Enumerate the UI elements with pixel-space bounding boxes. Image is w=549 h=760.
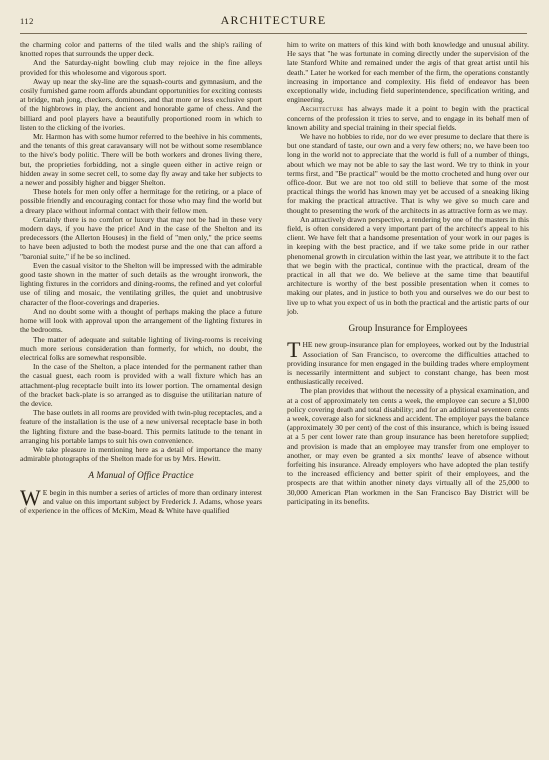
paragraph: The matter of adequate and suitable lighting of living-rooms is receiving much more serious consideration than formerly, for which, no doubt, the electrical folks are somewhat responsible. <box>20 334 262 362</box>
paragraph: These hotels for men only offer a hermitage for the retiring, or a place of possible friendly and encouraging contact for those who may find the world but a dreary place without informal contact with their fellow men. <box>20 187 262 215</box>
section-title-group-insurance: Group Insurance for Employees <box>348 324 468 335</box>
smallcaps-lead: Architecture <box>300 104 344 114</box>
paragraph: Away up near the sky-line are the squash-courts and gymnasium, and the cosily furnished game room affords abundant opportunities for exciting contests at bridge, mah jong, checkers, dominoes, and that more or less exclusive sport of the highbrows in play, the ancient and honorable game of chess. And the billiard and pool players have a beautifully proportioned room in which to listen to the clicking of the ivories. <box>20 76 262 132</box>
paragraph: The plan provides that without the necessity of a physical examination, and at a cost of approximately ten cents a week, the employee can secure a $1,000 policy covering death and total disability; and for an additional seventeen cents a week, coverage also for sickness and accident. The employer pays the balance (approximately 30 per cent) of the cost of this insurance, which is being issued at a 5 per cent lower rate than group insurance has been heretofore supplied; and provision is made that an employee may transfer from one employer to another, or may even be granted a six months' leave of absence without forfeiting his insurance. Already employers who have adopted the plan testify to the increased efficiency and better spirit of their employees, and the prospects are that within another ninety days virtually all of the 25,000 to 30,000 American Plan workmen in the San Francisco Bay District will be participating in its benefits. <box>287 386 529 506</box>
paragraph: And the Saturday-night bowling club may rejoice in the fine alleys provided for this wholesome and vigorous sport. <box>20 58 262 77</box>
drop-cap: W <box>20 484 41 510</box>
section-paragraph <box>20 484 262 516</box>
section-paragraph-text: E begin in this number a series of articles of more than ordinary interest and value on this important subject by Frederick J. Adams, whose years of experience in the offices of McKim, Mead & White have qualified <box>20 487 262 515</box>
paragraph: The base outlets in all rooms are provided with twin-plug receptacles, and a feature of the installation is the use of a new universal receptacle base in both the lighting fixture and the base-board. This permits latitude to the tenant in arranging his portable lamps to suit his own convenience. <box>20 408 262 445</box>
paragraph: In the case of the Shelton, a place intended for the permanent rather than the casual guest, each room is provided with a wall fixture which has an attachment-plug receptacle built into its lower portion. The ornamental design of the bracket back-plate is so arranged as to disguise the utilitarian nature of the device. <box>20 362 262 408</box>
drop-cap: T <box>287 337 301 363</box>
paragraph: And no doubt some with a thought of perhaps making the place a future home will look with approval upon the arrangement of the lighting fixtures in the bedrooms. <box>20 306 262 335</box>
running-head: ARCHITECTURE <box>220 13 327 27</box>
header-rule <box>20 33 527 34</box>
paragraph: Even the casual visitor to the Shelton will be impressed with the admirable good taste shown in the matter of such details as the wrought ironwork, the lighting fixtures in the corridors and dining-rooms, the refined and yet colorful use of tiling and mosaic, the ventilating grilles, the quiet and unobtrusive character of the floor-coverings and draperies. <box>20 260 262 307</box>
paragraph-rest: has always made it a point to begin with the practical concerns of the profession it tries to serve, and to engage in its behalf men of known ability and special training in their special fields. <box>287 104 529 132</box>
section-paragraph-text: HE new group-insurance plan for employees, worked out by the Industrial Association of San Francisco, to overcome the difficulties attached to providing insurance for men engaged in the building trades where employment is necessarily intermittent and subject to constant change, has been most enthusiastically received. <box>287 340 529 387</box>
right-column <box>287 40 529 506</box>
paragraph <box>287 104 529 132</box>
paragraph: An attractively drawn perspective, a rendering by one of the masters in this field, is often considered a very important part of the architect's appeal to his client. We have felt that a handsome presentation of your work in our pages is in keeping with the best practice, and if we take some pride in our rather phenomenal growth in circulation within the last year, we attribute it to the fact that we begin with the practical, continue with the practical, dream of the practical in all that we do. We believe at the same time that beautiful architecture is worthy of the best possible presentation when it comes to making our plates, and in justice to both you and ourselves we do our best to live up to what you expect of us in both the practical and the artistic parts of our job. <box>287 214 529 316</box>
section-title-office-practice: A Manual of Office Practice <box>88 471 194 482</box>
page-number: 112 <box>20 16 34 26</box>
paragraph: We take pleasure in mentioning here as a detail of importance the many admirable photographs of the Shelton made for us by Mrs. Hewitt. <box>20 444 262 464</box>
paragraph: him to write on matters of this kind with both knowledge and unusual ability. He says that "he was fortunate in coming directly under the supervision of the late Stanford White and remained under the ægis of that great artist until his death." Later he worked for each member of the firm, the operations constantly increasing in importance and complexity. His field of endeavor has been exceptionally wide, including field superintendence, specification writing, and engineering. <box>287 40 529 105</box>
paragraph: Mr. Harmon has with some humor referred to the beehive in his comments, and the tenants of this great caravansary will not be without some resemblance to the hive's body politic. There will be both workers and drones living there, but, the proprieties forbidding, not a single queen either in active reign or hidden away in some secret cell, to some day fly away and take her subjects to a newer and possibly higher and bigger Shelton. <box>20 132 262 188</box>
paragraph: We have no hobbies to ride, nor do we ever presume to declare that there is but one standard of taste, our own and a very few others; no, we have been too long in the world not to appreciate that the world is full of a number of things, about which we may not be able to say the last word. We try to think in your terms first, and "Be practical" would be the motto crocheted and hung over our office-door. But we are not too old still to believe that some of the most practical things the world has known may yet be accused of a sneaking liking for making the practical attractive. That is why we give so much care and thought to presenting the work of the architects in as attractive form as we may. <box>287 132 529 215</box>
page-header <box>20 13 527 29</box>
paragraph: Certainly there is no comfort or luxury that may not be had in these very modern days, if you have the price! And in the case of the Shelton and its predecessors (the Allerton Houses) in the field of "men only," the price seems to have been adjusted to both the modest purse and the one that can afford a "baronial suite," if he be so inclined. <box>20 214 262 261</box>
paragraph: the charming color and patterns of the tiled walls and the ship's railing of knotted ropes that surrounds the upper deck. <box>20 40 262 59</box>
section-paragraph <box>287 337 529 387</box>
left-column <box>20 40 262 515</box>
